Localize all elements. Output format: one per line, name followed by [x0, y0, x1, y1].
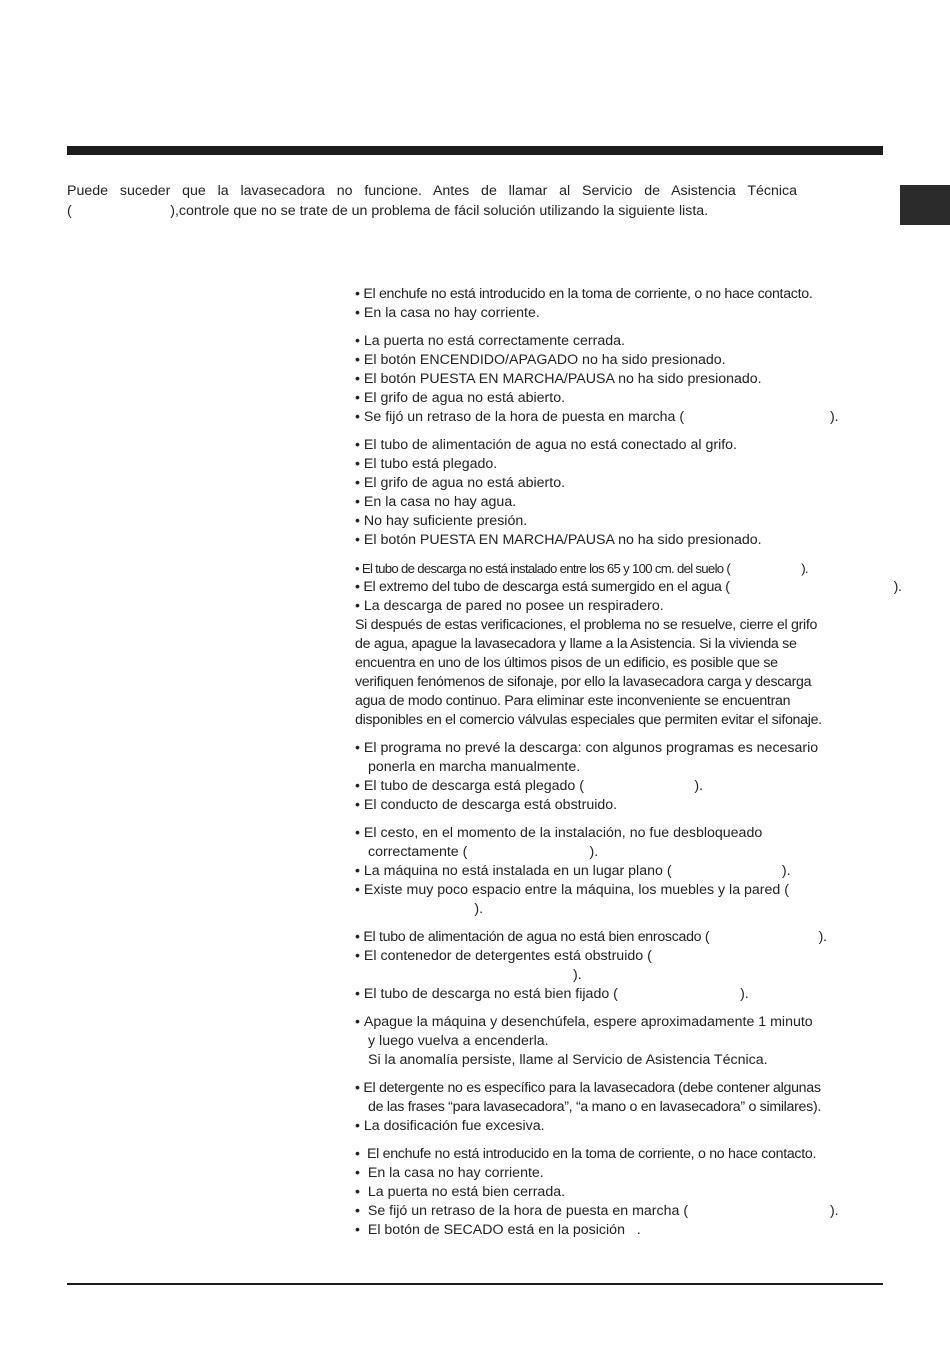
list-text: de las frases “para lavasecadora”, “a mano o en lavasecadora” o similares). [368, 1099, 822, 1115]
section-tab [900, 185, 950, 225]
list-item: • El conducto de descarga está obstruido. [355, 796, 880, 815]
list-item: • Existe muy poco espacio entre la máquina, los muebles y la pared ( [355, 881, 880, 900]
list-item: • El tubo de descarga no está bien fijado ( ). [355, 985, 880, 1004]
symptom-group [355, 285, 880, 323]
intro-line-2: ( ),controle que no se trate de un problema de fácil solución utilizando la siguiente lista. [67, 203, 709, 219]
list-item: • La máquina no está instalada en un lugar plano ( ). [355, 862, 880, 881]
list-text: verifiquen fenómenos de sifonaje, por ello la lavasecadora carga y descarga [355, 674, 812, 690]
symptom-group [355, 1013, 880, 1070]
list-item: • El enchufe no está introducido en la toma de corriente, o no hace contacto. [355, 285, 880, 304]
list-item: • El tubo de alimentación de agua no está conectado al grifo. [355, 436, 880, 455]
list-text: encuentra en uno de los últimos pisos de un edificio, es posible que se [355, 655, 778, 671]
symptom-group [355, 559, 902, 730]
list-text: ponerla en marcha manualmente. [368, 759, 581, 775]
top-rule [67, 146, 883, 155]
list-item: • Apague la máquina y desenchúfela, espere aproximadamente 1 minuto [355, 1013, 880, 1032]
list-item: • En la casa no hay corriente. [355, 304, 880, 323]
list-item: • El detergente no es específico para la lavasecadora (debe contener algunas [355, 1079, 880, 1098]
list-item: • La puerta no está bien cerrada. [355, 1183, 880, 1202]
list-item: • El botón de SECADO está en la posición . [355, 1221, 880, 1240]
list-text: y luego vuelva a encenderla. [368, 1033, 549, 1049]
list-text: agua de modo continuo. Para eliminar este inconveniente se encuentran [355, 693, 791, 709]
list-item: • No hay suficiente presión. [355, 512, 880, 531]
list-text: Si la anomalía persiste, llame al Servicio de Asistencia Técnica. [368, 1052, 768, 1068]
symptom-group [355, 1079, 880, 1136]
list-item: • En la casa no hay corriente. [355, 1164, 880, 1183]
list-item: • El tubo de descarga está plegado ( ). [355, 777, 880, 796]
intro-line-1: Puede suceder que la lavasecadora no funcione. Antes de llamar al Servicio de Asistencia Técnica [67, 183, 797, 199]
list-item: • El grifo de agua no está abierto. [355, 474, 880, 493]
symptom-group [355, 436, 880, 550]
list-item: • El botón PUESTA EN MARCHA/PAUSA no ha sido presionado. [355, 531, 880, 550]
list-text: ). [368, 967, 582, 983]
symptom-group [355, 332, 880, 427]
list-text: correctamente ( ). [368, 844, 599, 860]
list-text: ). [368, 901, 484, 917]
list-item: • En la casa no hay agua. [355, 493, 880, 512]
list-item: • La puerta no está correctamente cerrada. [355, 332, 880, 351]
intro-paragraph [67, 181, 797, 221]
symptom-group [355, 824, 880, 919]
list-item: • El extremo del tubo de descarga está sumergido en el agua ( ). [355, 578, 880, 597]
list-text: disponibles en el comercio válvulas especiales que permiten evitar el sifonaje. [355, 712, 822, 728]
symptom-group [355, 1145, 880, 1240]
list-text: de agua, apague la lavasecadora y llame a la Asistencia. Si la vivienda se [355, 636, 797, 652]
list-item: • El botón PUESTA EN MARCHA/PAUSA no ha sido presionado. [355, 370, 880, 389]
list-text: Si después de estas verificaciones, el problema no se resuelve, cierre el grifo [355, 617, 818, 633]
list-item: • Se fijó un retraso de la hora de puesta en marcha ( ). [355, 408, 880, 427]
list-item: • El cesto, en el momento de la instalación, no fue desbloqueado [355, 824, 880, 843]
list-item: • La dosificación fue excesiva. [355, 1117, 880, 1136]
list-item: • El enchufe no está introducido en la toma de corriente, o no hace contacto. [355, 1145, 880, 1164]
list-item: • El grifo de agua no está abierto. [355, 389, 880, 408]
list-item: • El programa no prevé la descarga: con algunos programas es necesario [355, 739, 880, 758]
list-item: • El contenedor de detergentes está obstruido ( [355, 947, 880, 966]
troubleshooting-list [355, 285, 902, 1249]
list-item: • El tubo de descarga no está instalado entre los 65 y 100 cm. del suelo ( ). [355, 559, 880, 578]
symptom-group [355, 739, 880, 815]
list-item: • El tubo está plegado. [355, 455, 880, 474]
symptom-group [355, 928, 880, 1004]
list-item: • Se fijó un retraso de la hora de puesta en marcha ( ). [355, 1202, 880, 1221]
list-item: • El botón ENCENDIDO/APAGADO no ha sido presionado. [355, 351, 880, 370]
list-item: • La descarga de pared no posee un respiradero. [355, 597, 880, 616]
list-item: • El tubo de alimentación de agua no está bien enroscado ( ). [355, 928, 880, 947]
bottom-rule [67, 1283, 883, 1285]
